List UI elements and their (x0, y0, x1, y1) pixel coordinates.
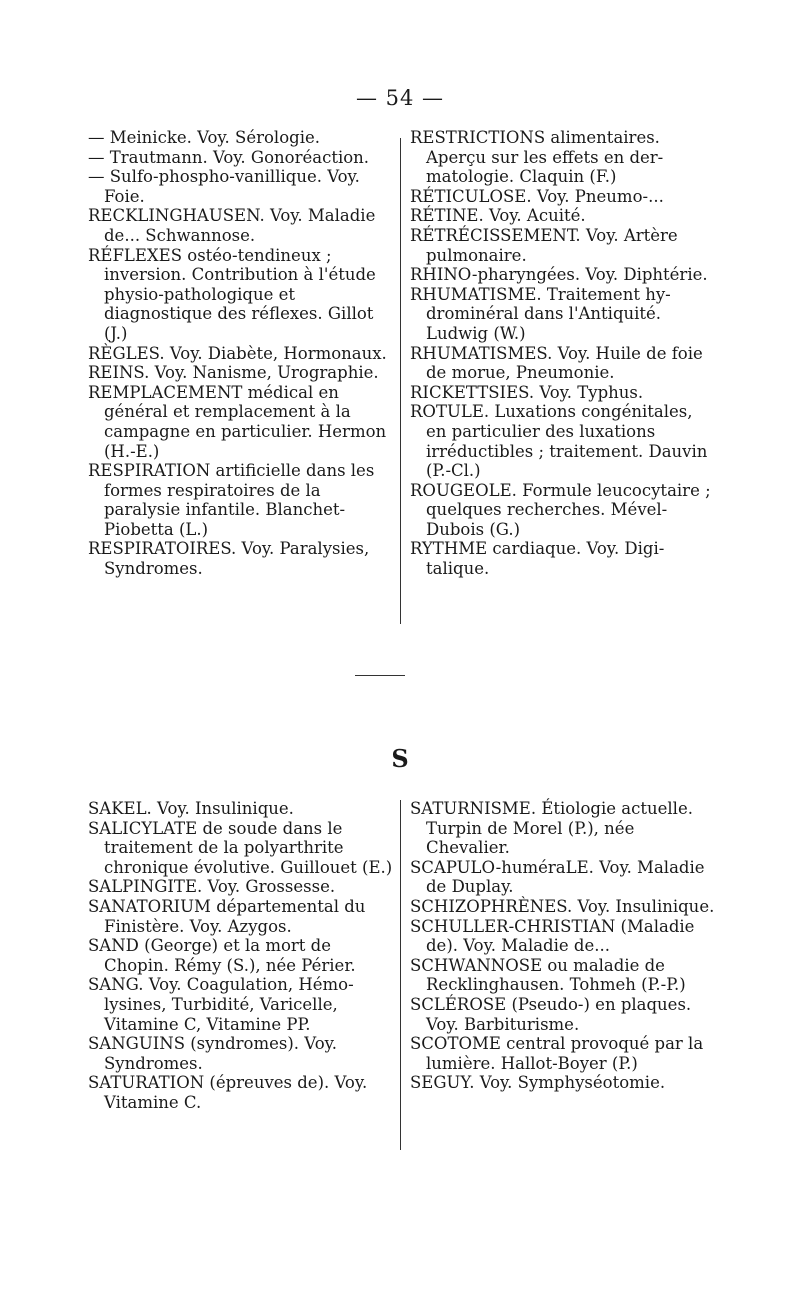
index-entry: RICKETTSIES. Voy. Typhus. (410, 382, 644, 402)
index-entry: SCAPULO-huméraLE. Voy. Maladie de Duplay. (410, 857, 705, 897)
index-column-left-bottom (88, 799, 393, 1113)
column-divider (400, 138, 401, 624)
index-entry: SANGUINS (syndromes). Voy. Syndromes. (88, 1034, 337, 1073)
page-number: — 54 — (355, 86, 445, 110)
index-entry: RYTHME cardiaque. Voy. Digitalique. (410, 539, 665, 579)
index-entry: RÉTRÉCISSEMENT. Voy. Artère pulmonaire. (410, 225, 678, 265)
index-entry: RHUMATISMES. Voy. Huile de foie de morue, Pneumonie. (410, 343, 703, 383)
index-entry: RÉFLEXES ostéo-tendineux ; inversion. Contribution à l'étude physio-pathologique et diagnostique des réflexes. Gillot (J.) (88, 245, 376, 343)
index-entry: SCOTOME central provoqué par la lumière. Hallot-Boyer (P.) (410, 1034, 704, 1073)
index-column-right-top (410, 128, 715, 579)
index-entry: RÉTICULOSE. Voy. Pneumo-... (410, 186, 664, 206)
index-entry: SAKEL. Voy. Insulinique. (88, 799, 294, 818)
index-entry: SCHIZOPHRÈNES. Voy. Insulinique. (410, 896, 715, 916)
index-entry: SANATORIUM départemental du Finistère. Voy. Azygos. (88, 896, 366, 936)
index-entry: ROUGEOLE. Formule leucocytaire ; quelques recherches. Mével-Dubois (G.) (410, 480, 711, 539)
index-entry: REMPLACEMENT médical en général et remplacement à la campagne en particulier. Hermon (H.-E.) (88, 382, 387, 461)
index-entry: SALICYLATE de soude dans le traitement de la polyarthrite chronique évolutive. Guillouet (E.) (88, 818, 393, 877)
index-entry: SATURNISME. Étiologie actuelle. Turpin de Morel (P.), née Chevalier. (410, 799, 693, 858)
index-entry: REINS. Voy. Nanisme, Urographie. (88, 363, 379, 383)
column-divider (400, 800, 401, 1150)
index-entry: RESPIRATOIRES. Voy. Paralysies, Syndromes. (88, 539, 370, 579)
index-entry: SATURATION (épreuves de). Voy. Vitamine C. (88, 1073, 368, 1112)
index-entry: RHINO-pharyngées. Voy. Diphtérie. (410, 265, 708, 285)
index-entry: SALPINGITE. Voy. Grossesse. (88, 877, 336, 897)
index-entry: SCLÉROSE (Pseudo-) en plaques. Voy. Barbiturisme. (410, 994, 692, 1034)
index-entry: SCHWANNOSE ou maladie de Recklinghausen. Tohmeh (P.-P.) (410, 955, 686, 995)
index-column-right-bottom (410, 799, 715, 1093)
section-letter: S (391, 744, 409, 773)
index-entry: SEGUY. Voy. Symphyséotomie. (410, 1073, 666, 1093)
index-column-left-top (88, 128, 393, 579)
index-entry: RESTRICTIONS alimentaires. Aperçu sur les effets en dermatologie. Claquin (F.) (410, 128, 664, 187)
index-entry: — Meinicke. Voy. Sérologie. (88, 128, 320, 147)
index-entry: SANG. Voy. Coagulation, Hémolysines, Turbidité, Varicelle, Vitamine C, Vitamine PP. (88, 975, 354, 1034)
index-entry: RHUMATISME. Traitement hydrominéral dans l'Antiquité. Ludwig (W.) (410, 284, 671, 343)
index-entry: RÉTINE. Voy. Acuité. (410, 206, 586, 226)
index-entry: RÈGLES. Voy. Diabète, Hormonaux. (88, 343, 387, 363)
index-entry: SCHULLER-CHRISTIAN (Maladie de). Voy. Maladie de... (410, 916, 695, 956)
index-entry: — Trautmann. Voy. Gonoréaction. (88, 147, 370, 167)
section-separator (355, 675, 405, 676)
index-entry: RECKLINGHAUSEN. Voy. Maladie de... Schwannose. (88, 206, 376, 245)
index-entry: RESPIRATION artificielle dans les formes respiratoires de la paralysie infantile. Blanchet-Piobetta (L.) (88, 461, 375, 539)
index-entry: — Sulfo-phospho-vanillique. Voy. Foie. (88, 167, 360, 206)
index-entry: SAND (George) et la mort de Chopin. Rémy (S.), née Périer. (88, 936, 356, 975)
index-entry: ROTULE. Luxations congénitales, en particulier des luxations irréductibles ; traitement. Dauvin (P.-Cl.) (410, 402, 708, 481)
